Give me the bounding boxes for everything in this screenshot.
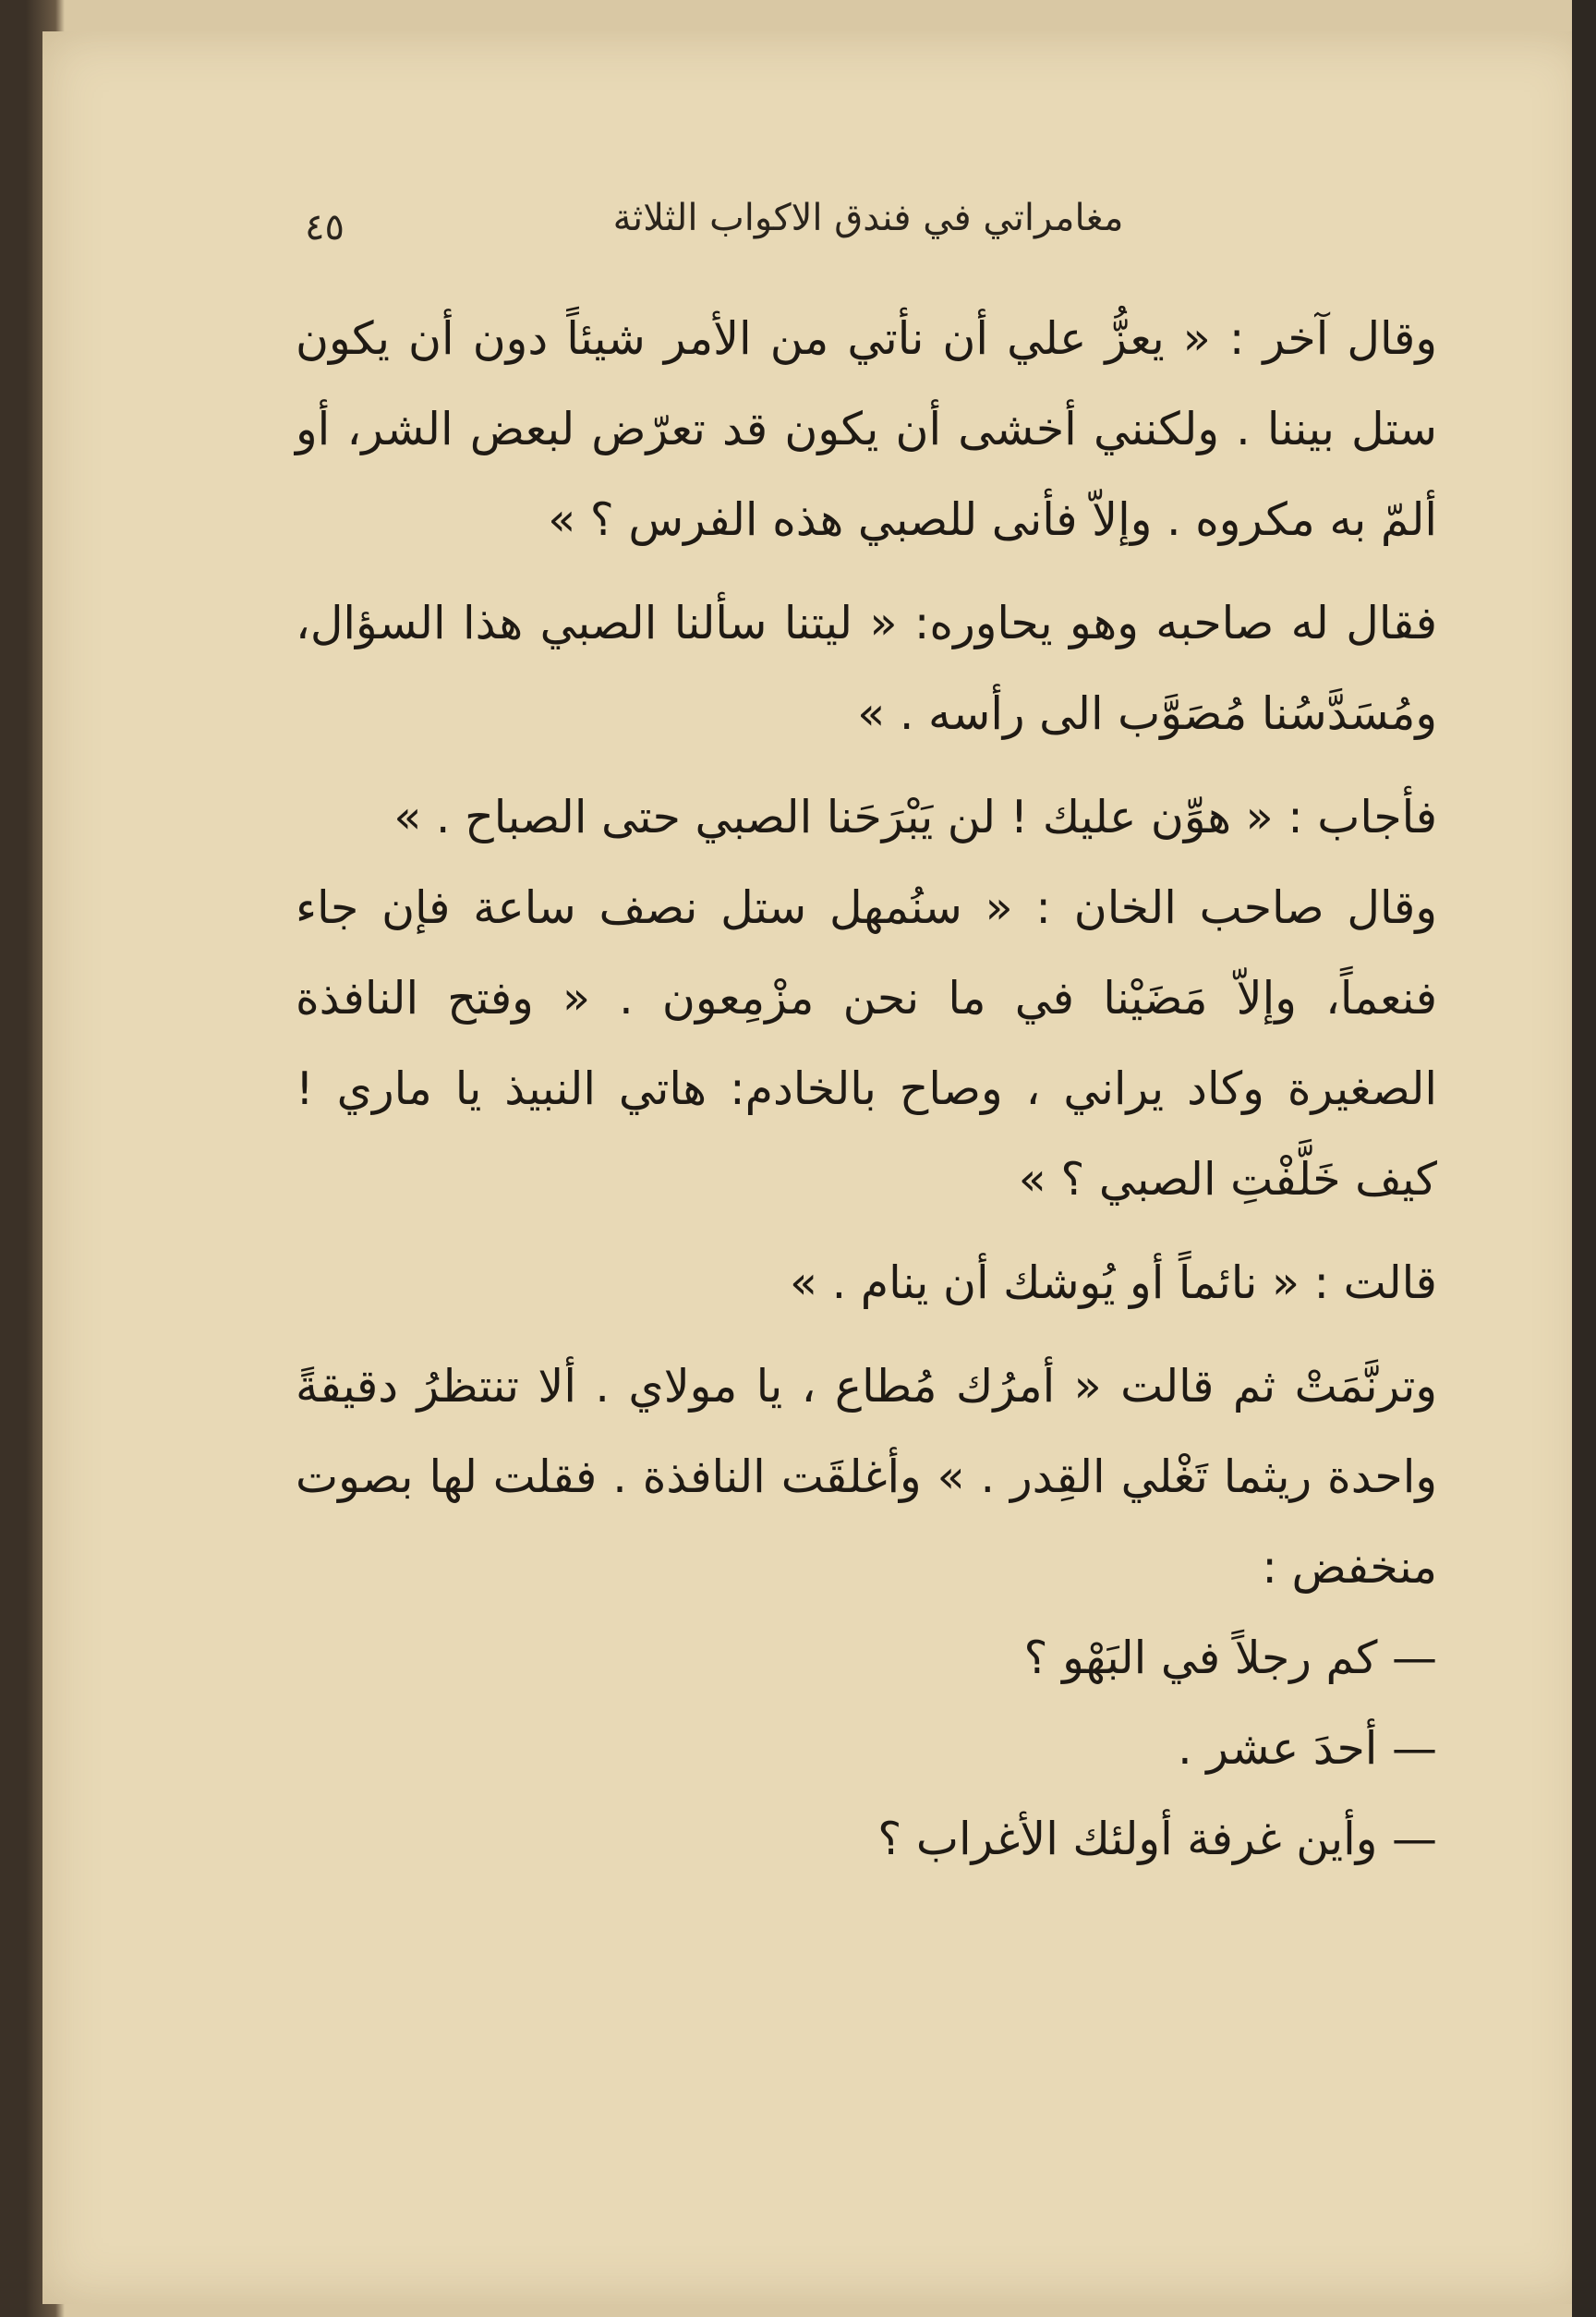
page-number: ٤٥ bbox=[305, 206, 345, 249]
paragraph-3: فأجاب : « هوِّن عليك ! لن يَبْرَحَنا الصبي حتى الصباح . » bbox=[393, 791, 1437, 843]
paragraph-2: فقال له صاحبه وهو يحاوره: « ليتنا سألنا الصبي هذا السؤال، ومُسَدَّسُنا مُصَوَّب الى رأسه . » bbox=[296, 597, 1437, 740]
dialogue-line-2: — أحدَ عشر . bbox=[1178, 1722, 1437, 1775]
paragraph-6: وترنَّمَتْ ثم قالت « أمرُك مُطاع ، يا مولاي . ألا تنتظرُ دقيقةً واحدة ريثما تَغْلي القِدر . » وأغلقَت النافذة . فقلت لها بصوت منخفض : bbox=[296, 1360, 1437, 1594]
paragraph-1: وقال آخر : « يعزُّ علي أن نأتي من الأمر شيئاً دون أن يكون ستل بيننا . ولكنني أخشى أن يكون قد تعرّض لبعض الشر، أو ألمّ به مكروه . وإلاّ فأنى للصبي هذه الفرس ؟ » bbox=[296, 312, 1437, 546]
binding-edge bbox=[1572, 0, 1596, 2317]
body-text bbox=[296, 294, 1437, 1885]
dialogue-line-1: — كم رجلاً في البَهْو ؟ bbox=[1023, 1632, 1437, 1684]
paragraph-4: وقال صاحب الخان : « سنُمهل ستل نصف ساعة فإن جاء فنعماً، وإلاّ مَضَيْنا في ما نحن مزْمِعون . « وفتح النافذة الصغيرة وكاد يراني ، وصاح بالخادم: هاتي النبيذ يا ماري ! كيف خَلَّفْتِ الصبي ؟ » bbox=[296, 881, 1437, 1206]
running-title: مغامراتي في فندق الاكواب الثلاثة bbox=[612, 197, 1124, 239]
paragraph-5: قالت : « نائماً أو يُوشك أن ينام . » bbox=[790, 1256, 1437, 1309]
page-header bbox=[305, 189, 1432, 254]
dialogue-line-3: — وأين غرفة أولئك الأغراب ؟ bbox=[877, 1813, 1437, 1865]
